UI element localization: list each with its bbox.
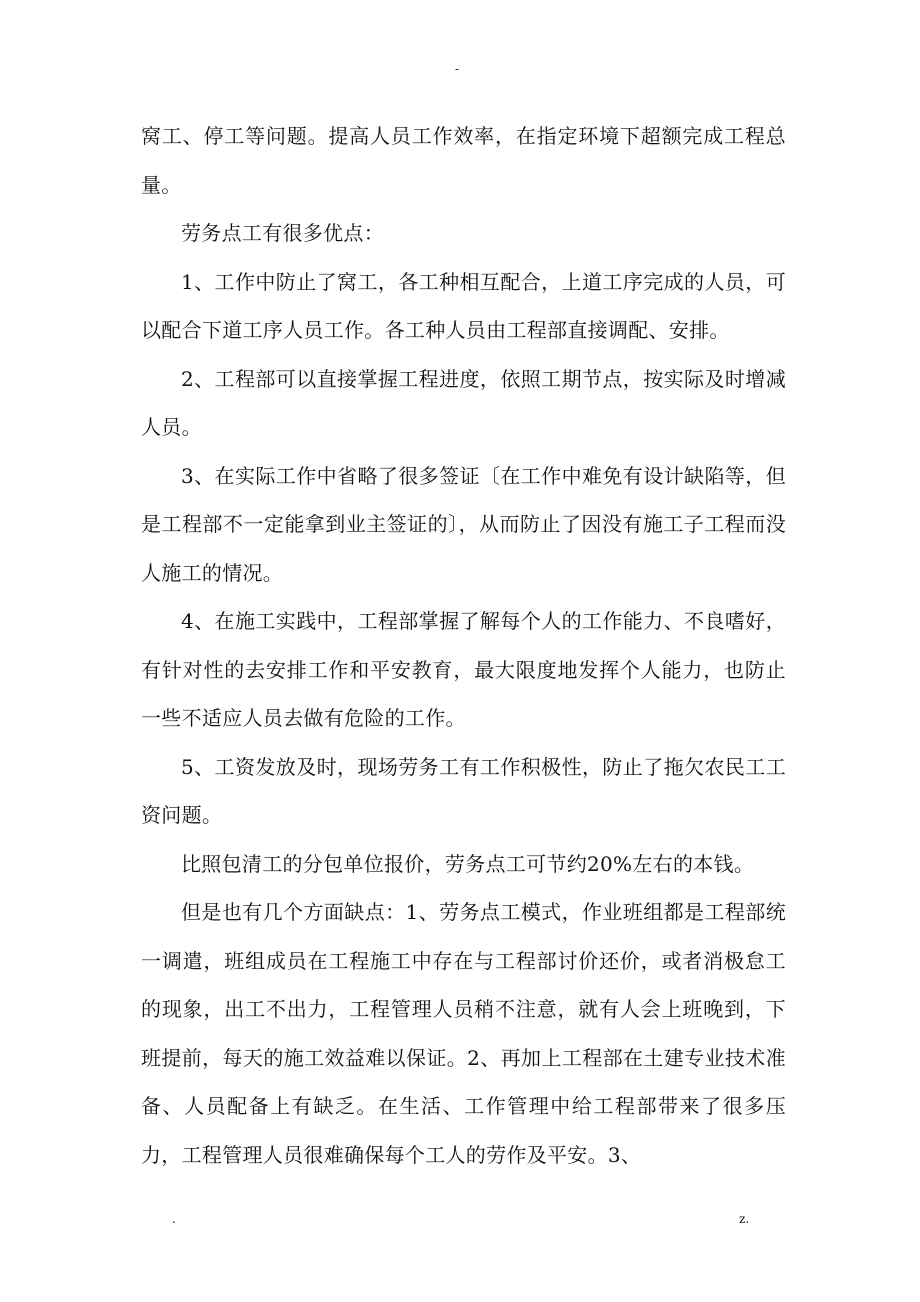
paragraph: 5、工资发放及时，现场劳务工有工作积极性，防止了拖欠农民工工资问题。: [141, 754, 786, 827]
page-footer-left-mark: .: [172, 1212, 176, 1226]
paragraph: 1、工作中防止了窝工，各工种相互配合，上道工序完成的人员，可以配合下道工序人员工作。各工种人员由工程部直接调配、安排。: [141, 269, 786, 342]
paragraph: 3、在实际工作中省略了很多签证〔在工作中难免有设计缺陷等，但是工程部不一定能拿到业主签证的〕，从而防止了因没有施工子工程而没人施工的情况。: [141, 463, 786, 585]
document-body: [141, 112, 786, 1179]
page-header-mark: -: [455, 62, 460, 76]
paragraph: 窝工、停工等问题。提高人员工作效率，在指定环境下超额完成工程总量。: [141, 124, 786, 197]
paragraph: 2、工程部可以直接掌握工程进度，依照工期节点，按实际及时增减人员。: [141, 366, 786, 439]
paragraph: 比照包清工的分包单位报价，劳务点工可节约20%左右的本钱。: [181, 851, 755, 876]
paragraph: 4、在施工实践中，工程部掌握了解每个人的工作能力、不良嗜好，有针对性的去安排工作和平安教育，最大限度地发挥个人能力，也防止一些不适应人员去做有危险的工作。: [141, 609, 786, 730]
paragraph: 劳务点工有很多优点：: [181, 221, 384, 245]
paragraph: 但是也有几个方面缺点：1、劳务点工模式，作业班组都是工程部统一调遣，班组成员在工程施工中存在与工程部讨价还价，或者消极怠工的现象，出工不出力，工程管理人员稍不注意，就有人会上班晚到，下班提前，每天的施工效益难以保证。2、再加上工程部在土建专业技术准备、人员配备上有缺乏。在生活、工作管理中给工程部带来了很多压力，工程管理人员很难确保每个工人的劳作及平安。3、: [141, 900, 786, 1167]
page-footer-right-mark: z.: [739, 1212, 750, 1226]
